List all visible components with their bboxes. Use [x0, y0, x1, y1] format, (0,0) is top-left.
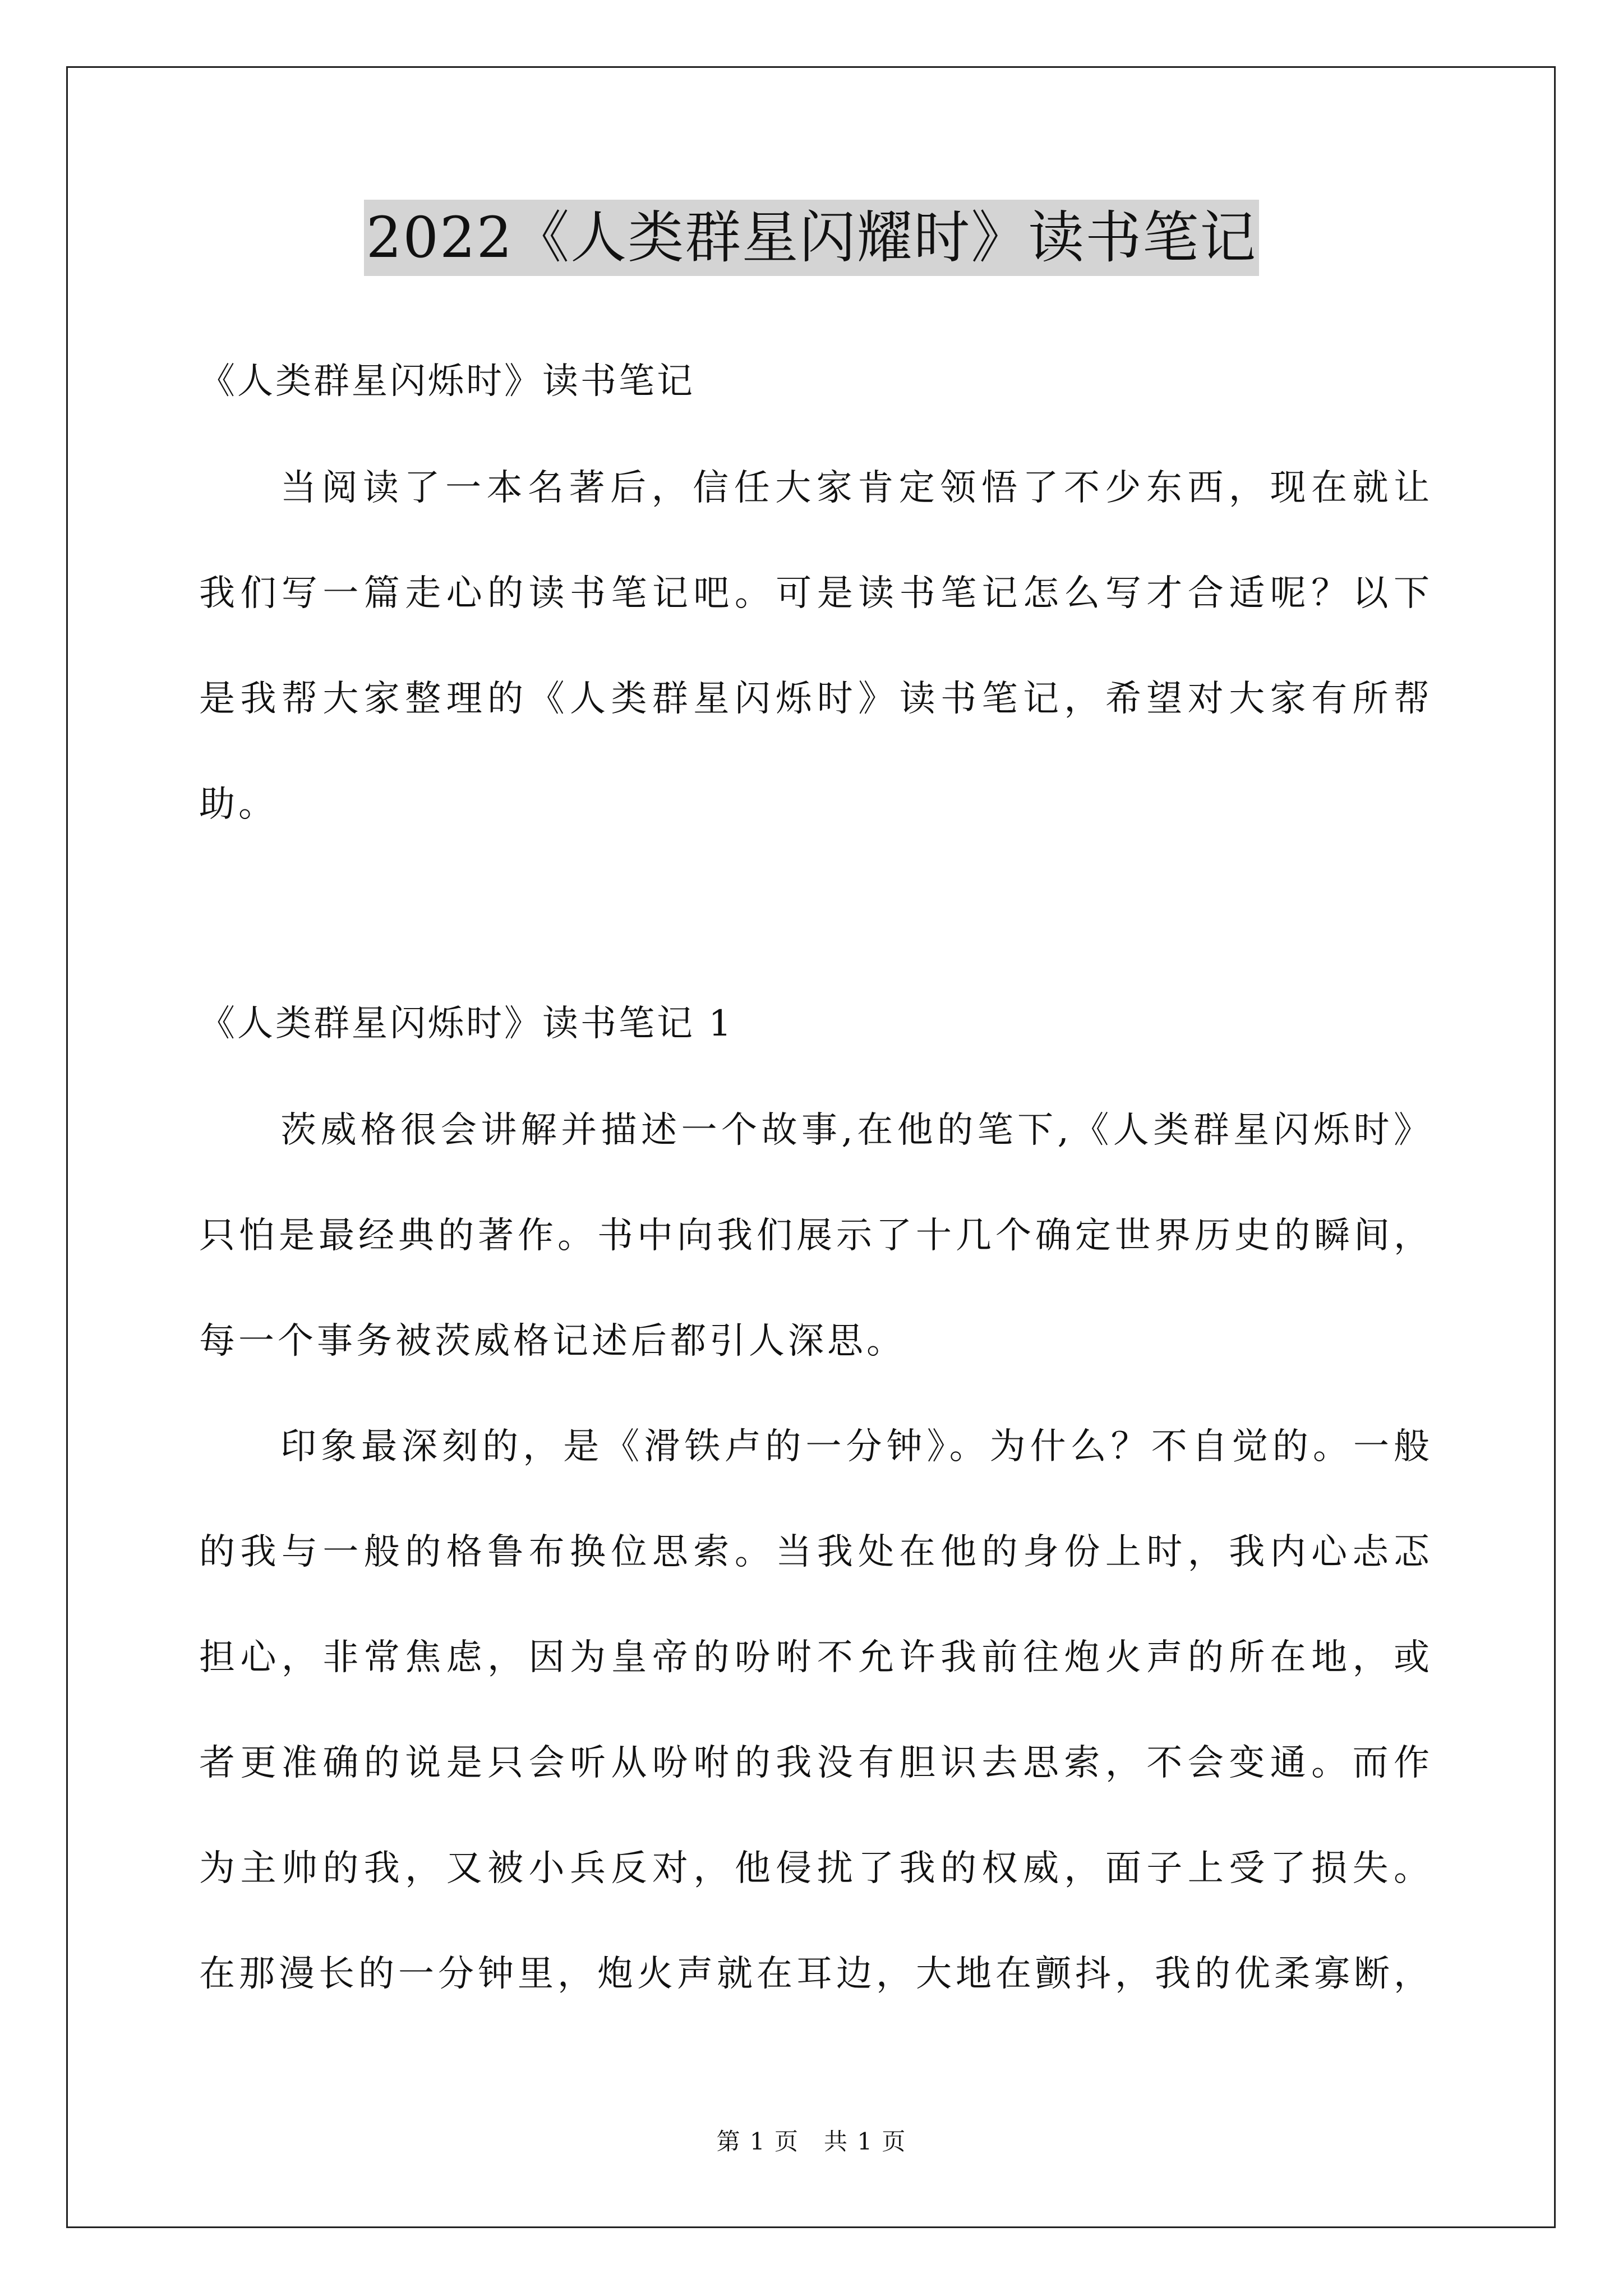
para1-line-1: 茨威格很会讲解并描述一个故事,在他的笔下,《人类群星闪烁时》	[280, 1110, 1433, 1151]
subtitle: 《人类群星闪烁时》读书笔记	[199, 361, 695, 402]
section-heading: 《人类群星闪烁时》读书笔记 1	[199, 1003, 734, 1045]
para2-line-2: 的我与一般的格鲁布换位思索。当我处在他的身份上时，我内心忐忑	[199, 1531, 1433, 1573]
document-title: 2022《人类群星闪耀时》读书笔记	[364, 200, 1260, 276]
intro-line-4: 助。	[199, 784, 278, 825]
para2-line-4: 者更准确的说是只会听从吩咐的我没有胆识去思索，不会变通。而作	[199, 1742, 1433, 1784]
intro-line-3: 是我帮大家整理的《人类群星闪烁时》读书笔记，希望对大家有所帮	[199, 678, 1433, 720]
para2-line-3: 担心，非常焦虑，因为皇帝的吩咐不允许我前往炮火声的所在地，或	[199, 1637, 1433, 1678]
intro-line-1: 当阅读了一本名著后，信任大家肯定领悟了不少东西，现在就让	[280, 467, 1433, 509]
para1-line-2: 只怕是最经典的著作。书中向我们展示了十几个确定世界历史的瞬间，	[199, 1215, 1433, 1257]
title-container	[0, 200, 1623, 276]
para2-line-1: 印象最深刻的，是《滑铁卢的一分钟》。为什么？不自觉的。一般	[280, 1426, 1433, 1467]
para1-line-3: 每一个事务被茨威格记述后都引人深思。	[199, 1320, 906, 1362]
intro-line-2: 我们写一篇走心的读书笔记吧。可是读书笔记怎么写才合适呢？以下	[199, 573, 1433, 614]
para2-line-5: 为主帅的我，又被小兵反对，他侵扰了我的权威，面子上受了损失。	[199, 1848, 1433, 1889]
page-footer: 第 1 页 共 1 页	[716, 2128, 907, 2155]
para2-line-6: 在那漫长的一分钟里，炮火声就在耳边，大地在颤抖，我的优柔寡断，	[199, 1953, 1433, 1995]
